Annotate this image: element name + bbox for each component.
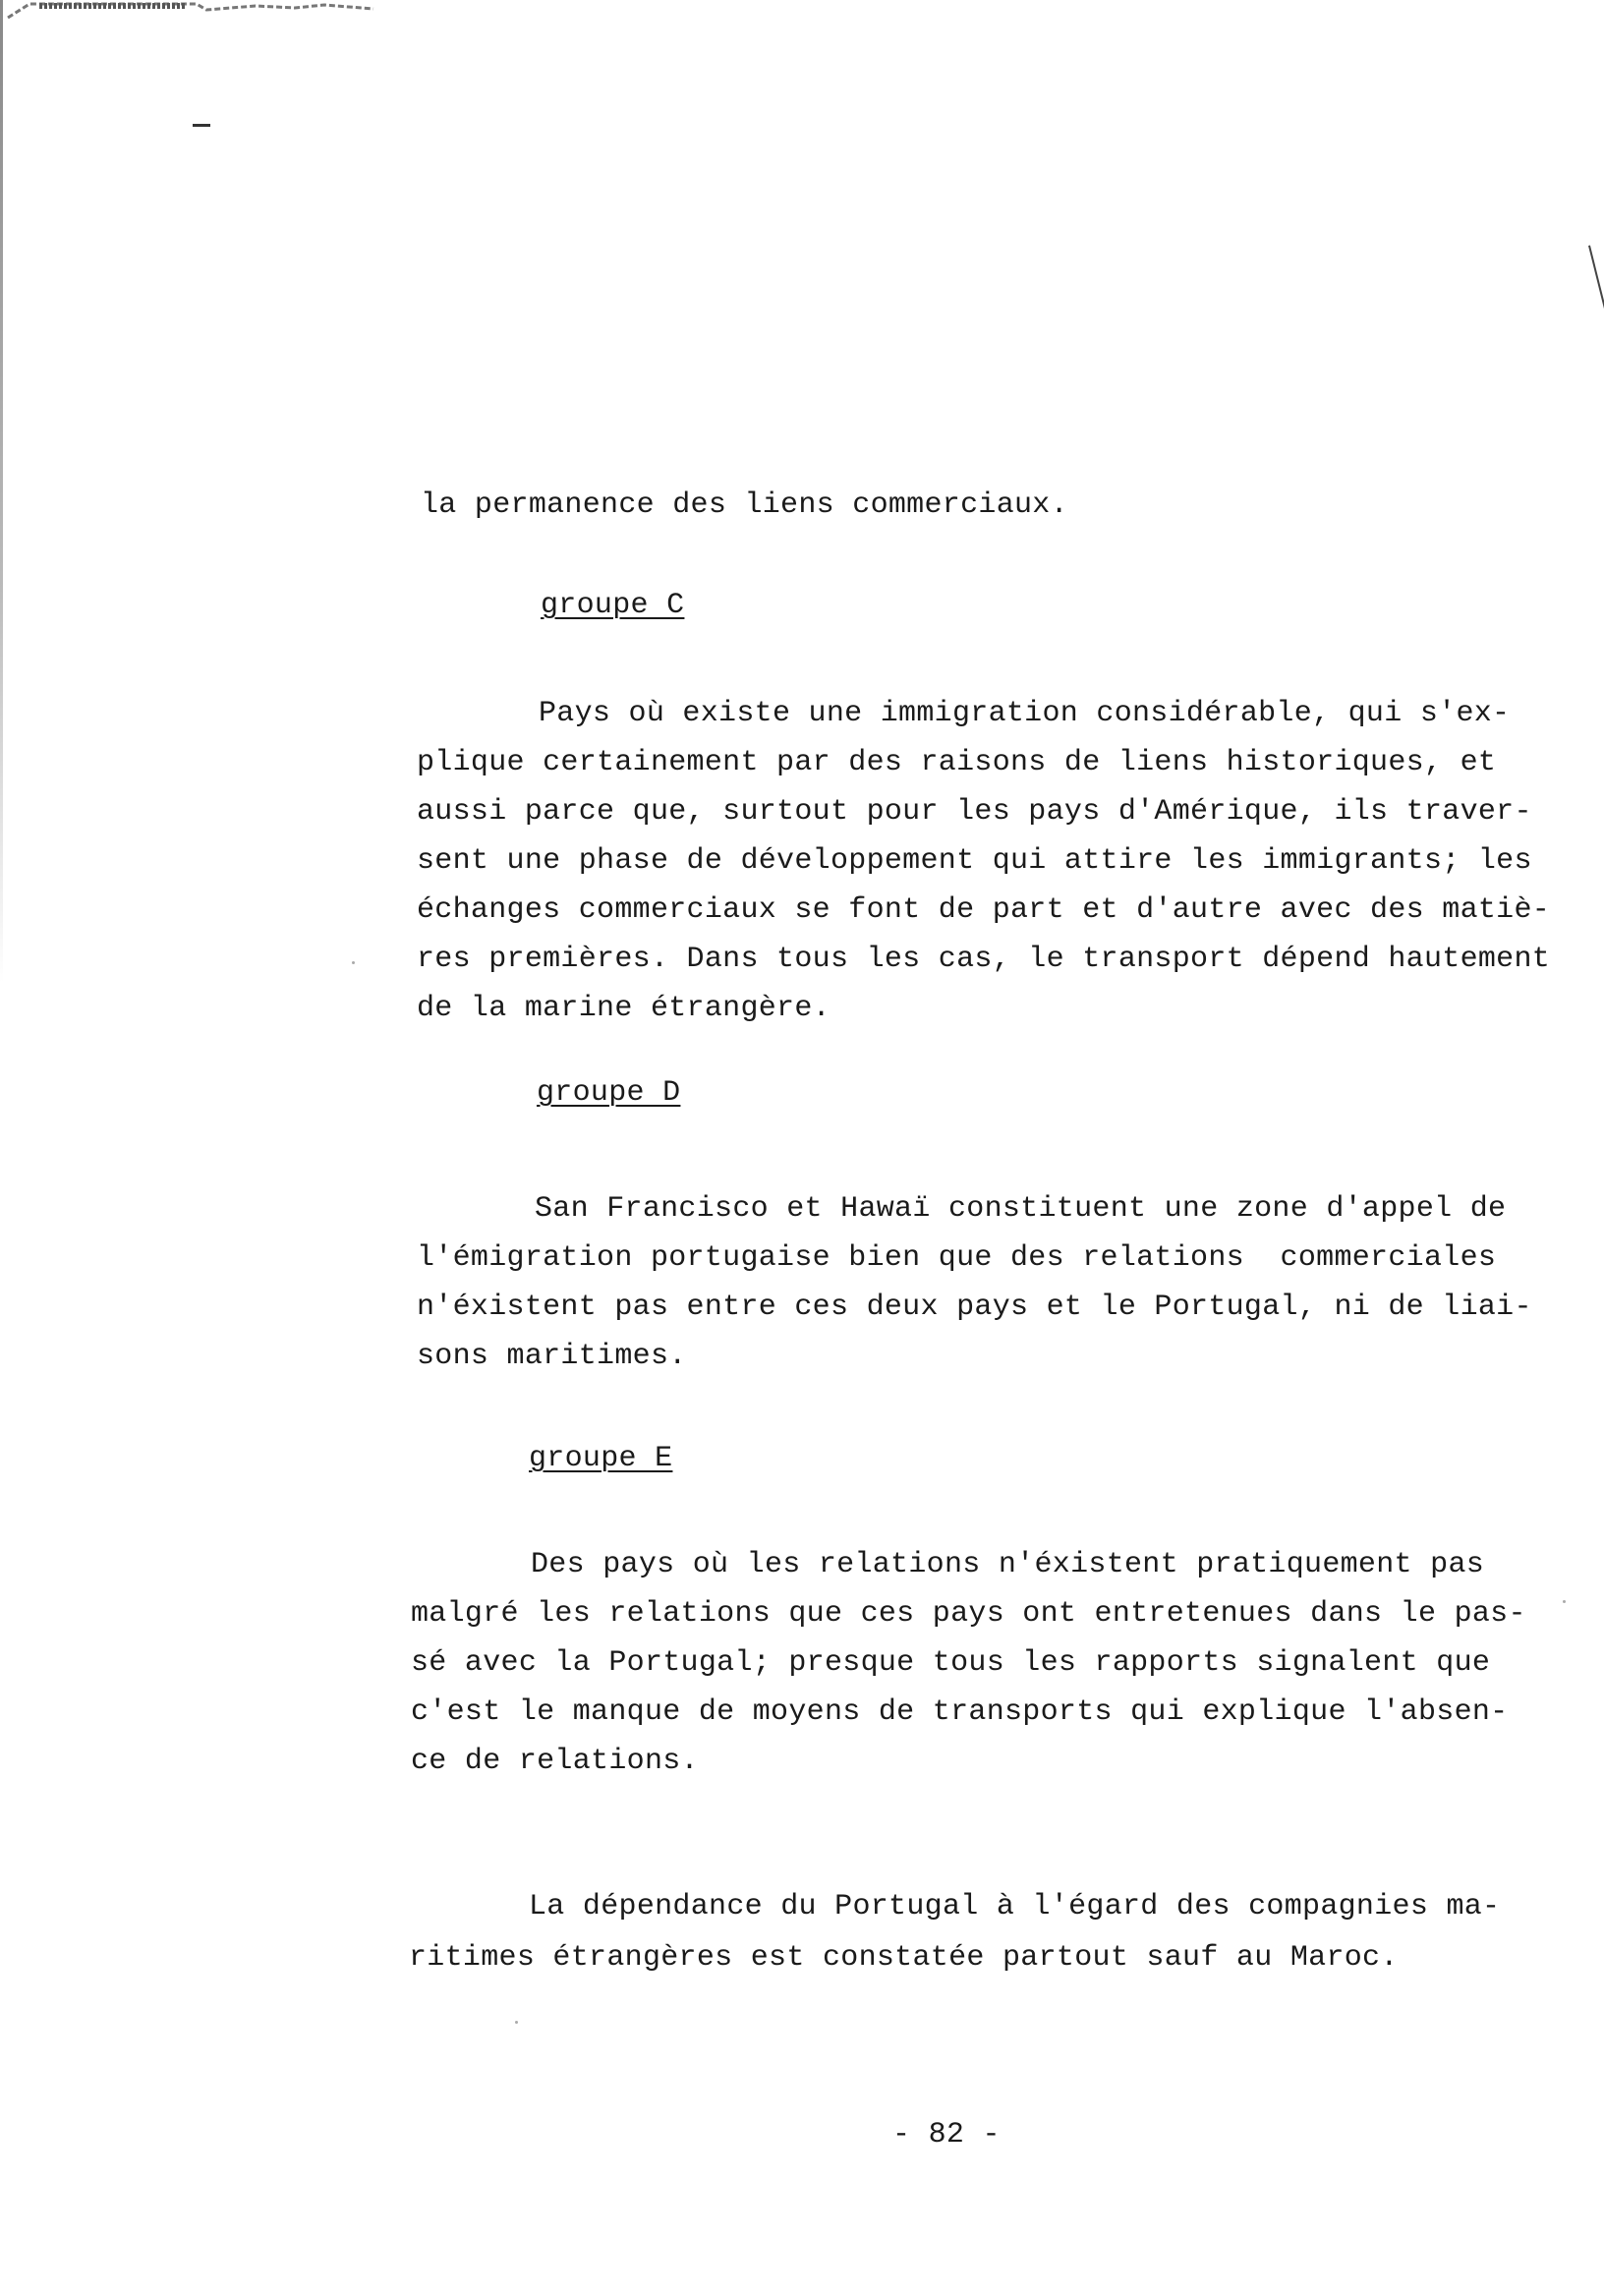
paragraph-line: de la marine étrangère. <box>417 992 831 1025</box>
closing-line: La dépendance du Portugal à l'égard des compagnies ma- <box>529 1890 1501 1923</box>
paragraph-line: l'émigration portugaise bien que des relations commerciales <box>417 1241 1497 1275</box>
paragraph-line: échanges commerciaux se font de part et d'autre avec des matiè- <box>417 893 1551 927</box>
paragraph-line: n'éxistent pas entre ces deux pays et le Portugal, ni de liai- <box>417 1291 1532 1324</box>
paragraph-line: plique certainement par des raisons de liens historiques, et <box>417 746 1497 779</box>
paragraph-line: c'est le manque de moyens de transports qui explique l'absen- <box>411 1695 1509 1729</box>
paragraph-line: aussi parce que, surtout pour les pays d'Amérique, ils traver- <box>417 795 1532 829</box>
paragraph-line: Des pays où les relations n'éxistent pratiquement pas <box>531 1548 1485 1581</box>
section-heading-groupe-e: groupe E <box>529 1442 673 1475</box>
scan-left-edge <box>0 0 3 983</box>
scan-speck <box>352 961 355 964</box>
paragraph-line: sent une phase de développement qui attire les immigrants; les <box>417 844 1532 878</box>
stray-slash-mark <box>1588 246 1604 338</box>
closing-line: ritimes étrangères est constatée partout sauf au Maroc. <box>409 1941 1399 1975</box>
scan-artifact-top <box>0 0 413 20</box>
section-heading-groupe-c: groupe C <box>541 589 685 622</box>
continuation-line: la permanence des liens commerciaux. <box>421 488 1068 522</box>
paragraph-line: sons maritimes. <box>417 1340 687 1373</box>
paragraph-line: ce de relations. <box>411 1745 699 1778</box>
paragraph-line: malgré les relations que ces pays ont entretenues dans le pas- <box>411 1597 1526 1631</box>
paragraph-line: San Francisco et Hawaï constituent une zone d'appel de <box>535 1192 1507 1226</box>
paragraph-line: Pays où existe une immigration considérable, qui s'ex- <box>539 697 1511 730</box>
scan-speck <box>515 2021 518 2024</box>
stray-dash-mark <box>193 124 210 127</box>
page-number: - 82 - <box>892 2118 1001 2152</box>
paragraph-line: res premières. Dans tous les cas, le transport dépend hautement <box>417 943 1551 976</box>
scan-speck <box>1563 1600 1566 1603</box>
paragraph-line: sé avec la Portugal; presque tous les rapports signalent que <box>411 1646 1491 1680</box>
section-heading-groupe-d: groupe D <box>537 1076 681 1110</box>
